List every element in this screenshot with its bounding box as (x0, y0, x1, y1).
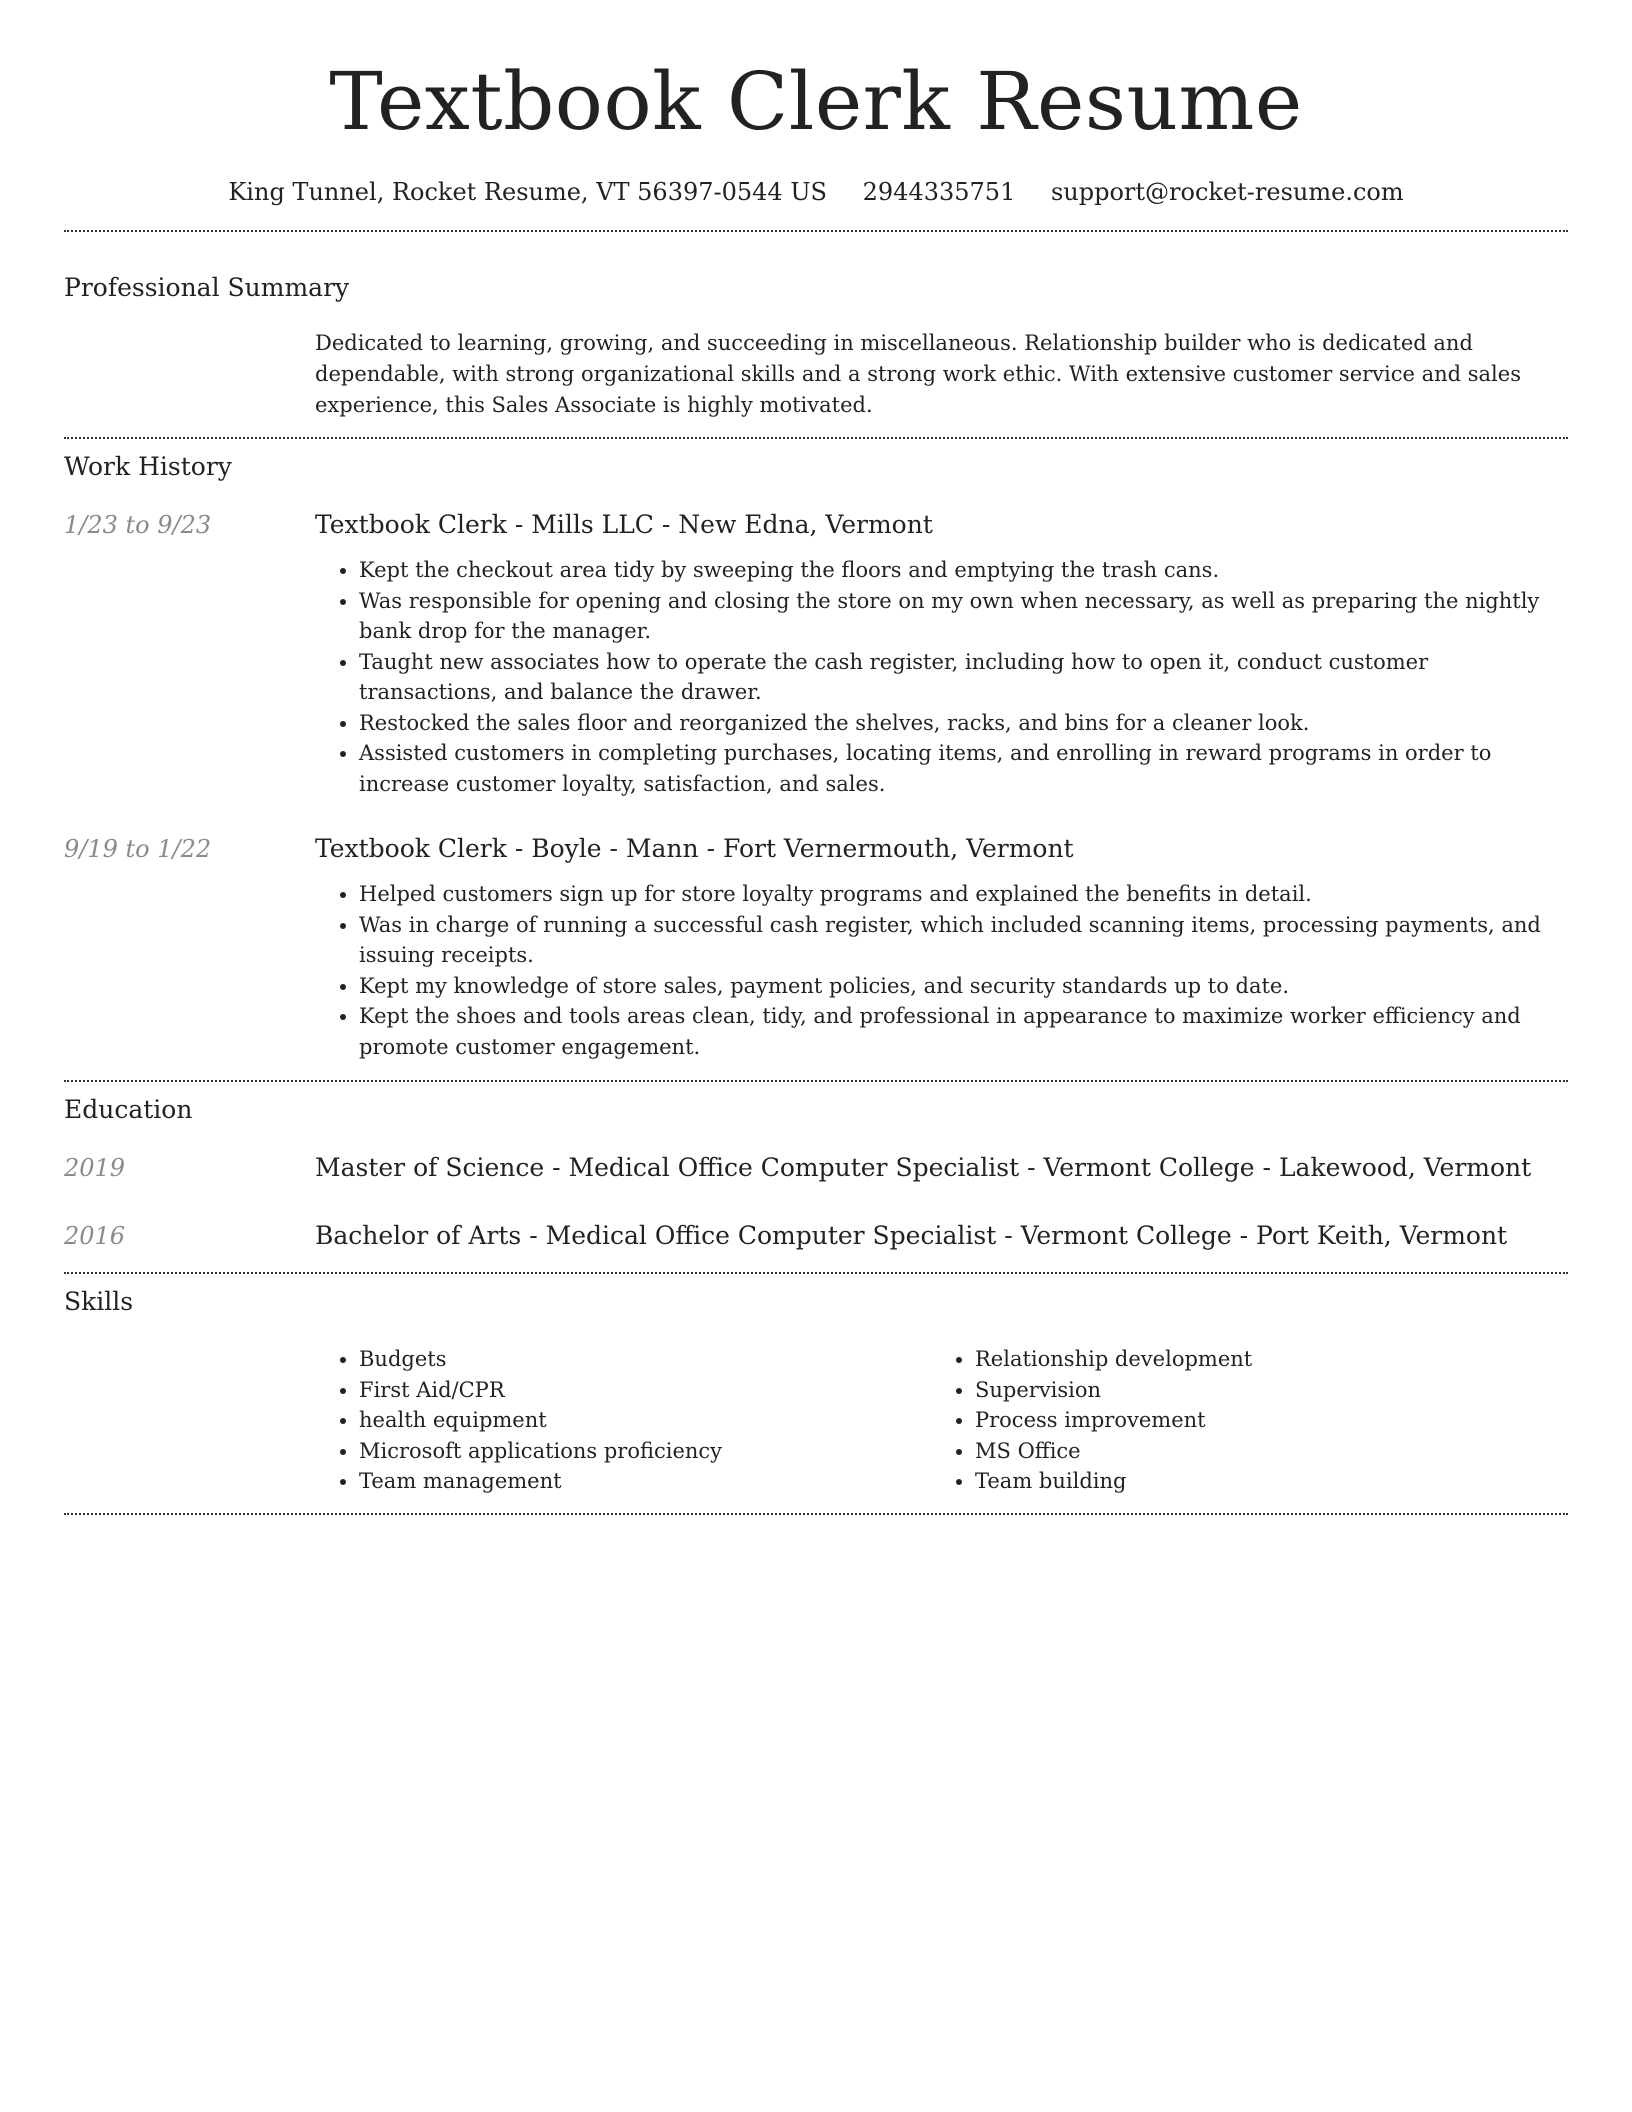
contact-line (64, 176, 1568, 208)
divider (64, 230, 1568, 232)
education-title: Bachelor of Arts - Medical Office Computer Specialist - Vermont College - Port Keith, Vermont (315, 1221, 1508, 1250)
job-duty: • Kept the checkout area tidy by sweeping the floors and emptying the trash cans. (359, 555, 1568, 586)
section-heading-education: Education (64, 1095, 193, 1124)
education-entry (64, 1152, 1568, 1184)
summary-text: Dedicated to learning, growing, and succeeding in miscellaneous. Relationship builder who is dedicated and dependable, with strong organizational skills and a strong work ethic. With extensive customer service and sales experience, this Sales Associate is highly motivated. (315, 331, 1521, 417)
skill-item: • Team management (359, 1466, 931, 1497)
education-title: Master of Science - Medical Office Computer Specialist - Vermont College - Lakewood, Vermont (315, 1153, 1532, 1182)
skill-item: • Budgets (359, 1344, 931, 1375)
job-duty: • Kept the shoes and tools areas clean, tidy, and professional in appearance to maximize worker efficiency and promote customer engagement. (359, 1001, 1568, 1062)
skills-grid (315, 1344, 1568, 1497)
education-section (64, 1094, 1568, 1252)
divider (64, 1080, 1568, 1082)
resume-title: Textbook Clerk Resume (329, 55, 1303, 148)
skill-item: • MS Office (975, 1436, 1547, 1467)
contact-email: support@rocket-resume.com (1050, 178, 1404, 206)
job-entry (64, 509, 1568, 799)
divider (64, 1272, 1568, 1274)
resume-page (64, 0, 1568, 1515)
section-heading-work-history: Work History (64, 452, 232, 481)
skills-list-left (315, 1344, 931, 1497)
skill-item: • Microsoft applications proficiency (359, 1436, 931, 1467)
job-dates: 9/19 to 1/22 (64, 835, 212, 863)
skill-item: • Relationship development (975, 1344, 1547, 1375)
education-year: 2019 (64, 1154, 126, 1182)
contact-phone: 2944335751 (862, 178, 1016, 206)
section-heading-skills: Skills (64, 1287, 134, 1316)
job-duty: • Taught new associates how to operate the cash register, including how to open it, conduct customer transactions, and balance the drawer. (359, 647, 1568, 708)
section-heading-summary: Professional Summary (64, 273, 350, 302)
skill-item: • Supervision (975, 1375, 1547, 1406)
job-duty: • Was responsible for opening and closing the store on my own when necessary, as well as preparing the nightly bank drop for the manager. (359, 586, 1568, 647)
skills-list-right (931, 1344, 1547, 1497)
skill-item: • health equipment (359, 1405, 931, 1436)
work-history-section (64, 451, 1568, 1062)
contact-address: King Tunnel, Rocket Resume, VT 56397-0544 US (228, 178, 827, 206)
job-duty: • Kept my knowledge of store sales, payment policies, and security standards up to date. (359, 971, 1568, 1002)
skill-item: • Process improvement (975, 1405, 1547, 1436)
skill-item: • First Aid/CPR (359, 1375, 931, 1406)
job-title: Textbook Clerk - Boyle - Mann - Fort Vernermouth, Vermont (315, 834, 1074, 863)
job-dates: 1/23 to 9/23 (64, 511, 212, 539)
job-entry (64, 833, 1568, 1062)
education-entry (64, 1220, 1568, 1252)
job-duties-list (315, 879, 1568, 1062)
summary-section (64, 272, 1568, 421)
divider (64, 437, 1568, 439)
job-duties-list (315, 555, 1568, 799)
job-title: Textbook Clerk - Mills LLC - New Edna, Vermont (315, 510, 933, 539)
job-duty: • Assisted customers in completing purchases, locating items, and enrolling in reward programs in order to increase customer loyalty, satisfaction, and sales. (359, 738, 1568, 799)
education-year: 2016 (64, 1222, 126, 1250)
job-duty: • Was in charge of running a successful cash register, which included scanning items, processing payments, and issuing receipts. (359, 910, 1568, 971)
divider (64, 1513, 1568, 1515)
skill-item: • Team building (975, 1466, 1547, 1497)
job-duty: • Restocked the sales floor and reorganized the shelves, racks, and bins for a cleaner look. (359, 708, 1568, 739)
skills-section (64, 1286, 1568, 1497)
job-duty: • Helped customers sign up for store loyalty programs and explained the benefits in detail. (359, 879, 1568, 910)
